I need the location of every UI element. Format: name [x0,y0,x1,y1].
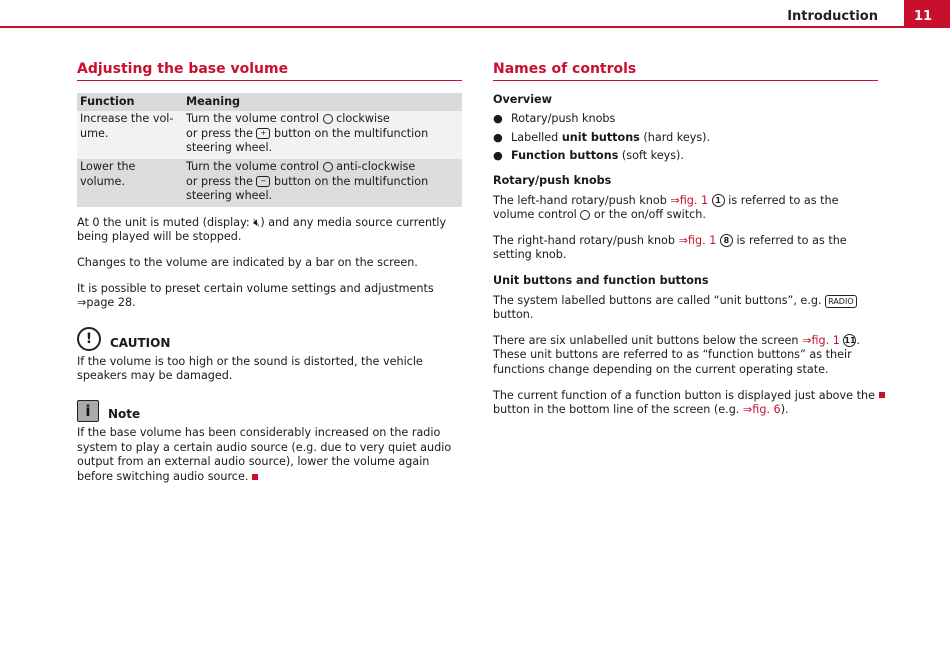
volume-up-button-icon: + [256,128,270,139]
paragraph-text: There are six unlabelled unit buttons below the screen [493,333,799,347]
paragraph-text: The left-hand rotary/push knob [493,193,667,207]
meaning-text: or press the [186,174,253,188]
paragraph-text: It is possible to preset certain volume settings and adjustments [77,281,434,295]
bullet-icon: ● [493,130,503,144]
paragraph-text: ). [780,403,789,417]
note-text: If the base volume has been considerably increased on the radio system to play a certain audio source (e.g. due to very quiet audio output from an external audio source), lower the volume again before switching audio source. [77,425,452,483]
left-column [77,62,462,495]
paragraph-text: button. [493,308,534,322]
right-column [493,62,878,429]
figure-reference-link[interactable]: ⇒fig. 1 [802,333,840,347]
volume-bar-paragraph: Changes to the volume are indicated by a bar on the screen. [77,255,418,269]
rotary-heading: Rotary/push knobs [493,173,612,187]
list-item [493,149,878,164]
volume-knob-icon [323,114,333,124]
meaning-text: clockwise [336,112,390,126]
meaning-text: or press the [186,126,253,140]
caution-header [77,327,462,351]
table-cell-function: Increase the vol- ume. [77,111,183,159]
bullet-icon: ● [493,149,503,163]
unit-buttons-heading: Unit buttons and function buttons [493,273,709,287]
list-item-text: (hard keys). [639,130,711,144]
caution-title: CAUTION [110,336,171,351]
callout-number-icon: 11 [844,336,856,346]
rotary-paragraph-1 [493,194,878,223]
section-end-marker [879,392,885,398]
list-item [493,112,878,127]
note-header [77,400,462,422]
section-heading-names-of-controls: Names of controls [493,62,878,81]
volume-function-table [77,93,462,207]
caution-text: If the volume is too high or the sound is distorted, the vehicle speakers may be damaged. [77,354,423,383]
list-item-text: Labelled [511,130,562,144]
list-item-bold: unit buttons [561,130,640,144]
list-item [493,131,878,146]
overview-heading: Overview [493,92,552,106]
list-item-text: Rotary/push knobs [511,112,616,126]
figure-reference-link[interactable]: ⇒fig. 1 [670,193,709,207]
overview-list [493,112,878,164]
table-header-function: Function [77,93,183,112]
paragraph-text: is referred to as the setting knob. [493,233,847,262]
paragraph-text: The current function of a function button is displayed just above the button in the bottom line of the screen (e.g. [493,388,875,417]
section-end-marker [252,474,258,480]
unit-paragraph-3 [493,389,878,418]
table-cell-function: Lower the volume. [77,159,183,207]
meaning-text: Turn the volume control [186,112,319,126]
figure-reference-link[interactable]: ⇒fig. 6 [742,403,781,417]
paragraph-text: The system labelled buttons are called “unit buttons”, e.g. [493,293,822,307]
rotary-paragraph-2 [493,234,878,263]
table-cell-meaning [183,159,462,207]
figure-reference-link[interactable]: ⇒fig. 1 [678,233,717,247]
page-reference-link[interactable]: ⇒page 28. [77,296,136,310]
volume-knob-icon [580,210,590,220]
meaning-text: button on the multifunction steering wheel. [186,174,429,203]
note-text-paragraph [77,426,462,484]
paragraph-text: . These unit buttons are referred to as “function buttons” as their functions change depending on the current operating state. [493,333,860,376]
section-title: Introduction [787,9,878,24]
note-title: Note [108,407,141,422]
table-header-row [77,93,462,112]
header-rule [0,26,950,28]
muted-paragraph [77,216,462,245]
unit-paragraph-2 [493,334,878,378]
table-cell-meaning [183,111,462,159]
list-item-text: (soft keys). [618,149,684,163]
table-header-meaning: Meaning [183,93,462,112]
unit-paragraph-1 [493,294,878,323]
paragraph-text: ) and any media source currently being played will be stopped. [77,215,447,244]
page-number: 11 [904,0,950,27]
volume-knob-icon [323,162,333,172]
speaker-muted-icon: 🔇︎ [253,215,261,229]
meaning-text: Turn the volume control [186,159,319,173]
callout-number-icon: 8 [720,234,733,247]
paragraph-text: The right-hand rotary/push knob [493,233,675,247]
list-item-bold: Function buttons [511,149,619,163]
info-icon: i [77,400,99,422]
radio-key-icon: RADIO [825,295,857,308]
meaning-text: anti-clockwise [336,159,416,173]
volume-down-button-icon: − [256,176,270,187]
paragraph-text: is referred to as the volume control [493,193,839,222]
section-heading-base-volume: Adjusting the base volume [77,62,462,81]
bullet-icon: ● [493,112,503,126]
paragraph-text: At 0 the unit is muted (display: [77,215,250,229]
callout-number-icon: 1 [712,194,725,207]
meaning-text: button on the multifunction steering wheel. [186,126,429,155]
caution-icon: ! [77,327,101,351]
table-row [77,159,462,207]
table-row [77,111,462,159]
preset-paragraph [77,282,462,311]
paragraph-text: or the on/off switch. [593,208,706,222]
